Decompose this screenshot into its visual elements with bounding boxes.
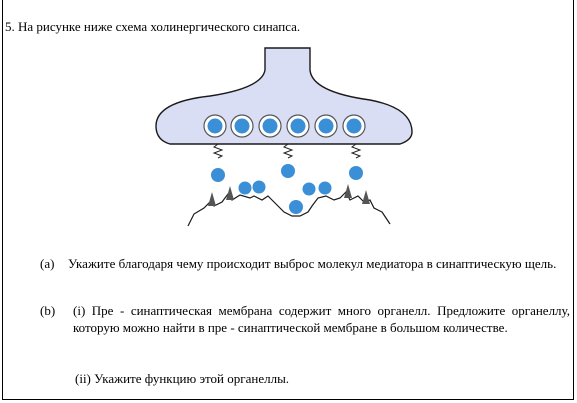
postsynaptic-membrane (188, 192, 390, 226)
mediator-molecule (211, 168, 225, 182)
question-title: 5. На рисунке ниже схема холинергического синапса. (5, 19, 301, 34)
released-mediator-molecules (211, 164, 363, 182)
vesicle (315, 115, 337, 137)
vesicle (204, 115, 226, 137)
part-a-text: Укажите благодаря чему происходит выброс молекул медиатора в синаптическую щель. (68, 256, 557, 271)
vesicle (343, 115, 365, 137)
spring (352, 144, 360, 158)
vesicle (287, 115, 309, 137)
part-b-sub-i: (i) Пре - синаптическая мембрана содержит много органелл. Предложите органеллу, которую можно найти в пре - синаптической мембране в большом количестве. (73, 303, 570, 335)
mediator-molecule (253, 181, 266, 194)
cholinergic-synapse-diagram (150, 40, 415, 230)
vesicle (231, 115, 253, 137)
receptor-spikes (208, 184, 370, 206)
spring (284, 144, 292, 158)
mediator-molecule (349, 166, 363, 180)
release-springs (214, 144, 360, 158)
part-b-label: (b) (40, 303, 56, 318)
part-b (40, 302, 570, 336)
mediator-molecule (319, 182, 332, 195)
presynaptic-terminal (156, 48, 412, 144)
mediator-molecule (239, 182, 252, 195)
mediator-molecule (281, 164, 295, 178)
mediator-molecule (289, 200, 303, 214)
mediator-molecule (303, 183, 316, 196)
part-b-sub-ii: (ii) Укажите функцию этой органеллы. (75, 371, 290, 386)
part-a (40, 255, 570, 272)
part-a-label: (a) (40, 256, 55, 271)
vesicle (259, 115, 281, 137)
spring (214, 144, 222, 158)
